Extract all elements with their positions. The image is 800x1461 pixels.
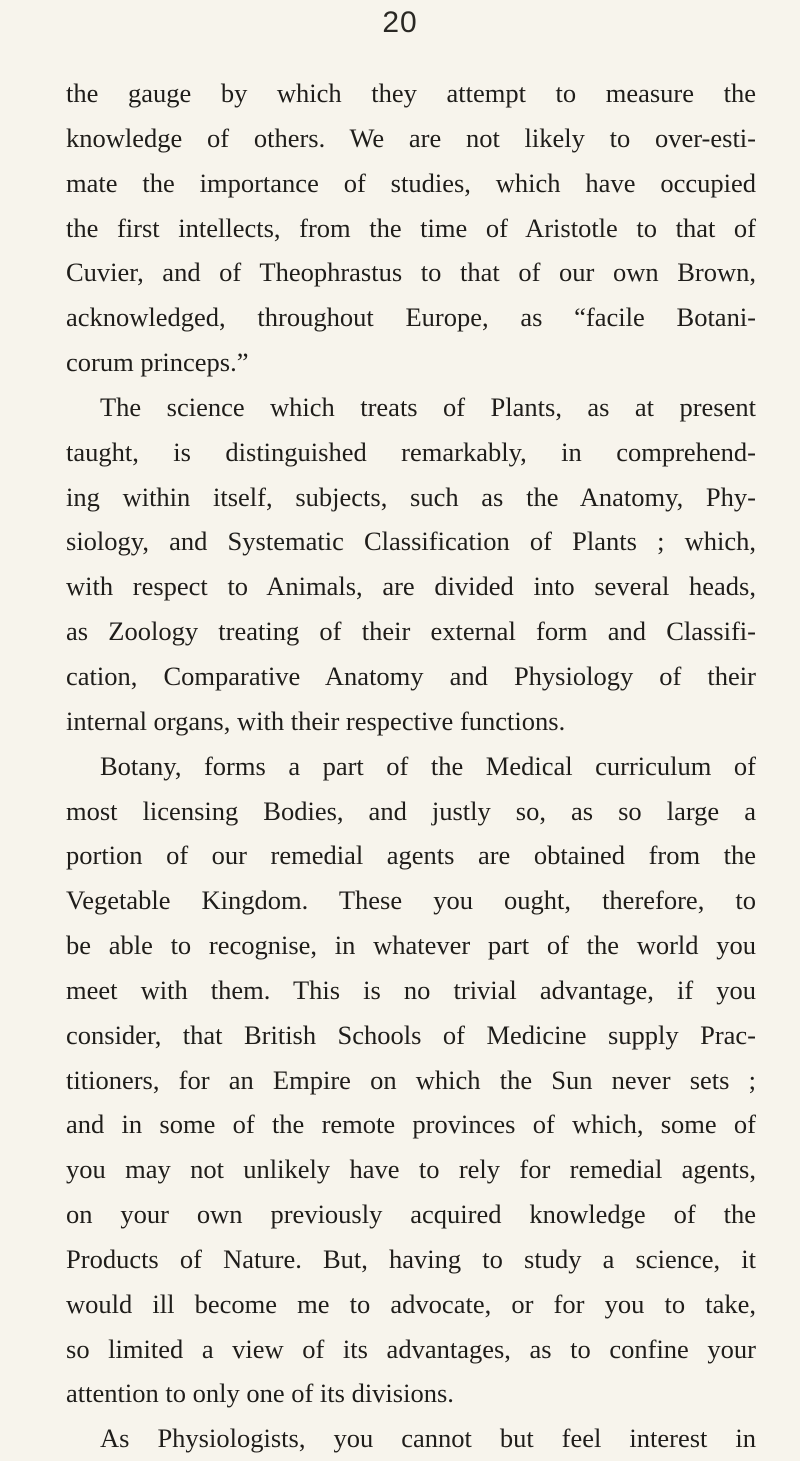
text-line: acknowledged, throughout Europe, as “facile Botani- xyxy=(66,302,756,333)
text-line: titioners, for an Empire on which the Sun never sets ; xyxy=(66,1064,756,1095)
text-line: as Zoology treating of their external form and Classifi- xyxy=(66,616,756,647)
text-line: you may not unlikely have to rely for remedial agents, xyxy=(66,1154,756,1185)
text-line: knowledge of others. We are not likely to over-esti- xyxy=(66,122,756,153)
text-line: siology, and Systematic Classification of Plants ; which, xyxy=(66,526,756,557)
text-line: portion of our remedial agents are obtained from the xyxy=(66,840,756,871)
text-line: the first intellects, from the time of Aristotle to that of xyxy=(66,212,756,243)
text-line: corum princeps.” xyxy=(66,347,249,378)
text-line: cation, Comparative Anatomy and Physiology of their xyxy=(66,660,756,691)
text-line: Botany, forms a part of the Medical curriculum of xyxy=(100,750,756,781)
text-line: taught, is distinguished remarkably, in comprehend- xyxy=(66,436,756,467)
text-line: Products of Nature. But, having to study a science, it xyxy=(66,1243,756,1274)
text-line: the gauge by which they attempt to measure the xyxy=(66,78,756,108)
body-text xyxy=(66,71,756,1461)
text-line: Vegetable Kingdom. These you ought, therefore, to xyxy=(66,885,756,916)
text-line: ing within itself, subjects, such as the Anatomy, Phy- xyxy=(66,481,756,512)
text-line: on your own previously acquired knowledge of the xyxy=(66,1199,756,1230)
text-line: and in some of the remote provinces of which, some of xyxy=(66,1109,756,1140)
text-line: attention to only one of its divisions. xyxy=(66,1378,454,1409)
text-line: most licensing Bodies, and justly so, as so large a xyxy=(66,795,756,826)
text-line: As Physiologists, you cannot but feel interest in xyxy=(100,1423,756,1454)
text-line: would ill become me to advocate, or for you to take, xyxy=(66,1288,756,1319)
page-number: 20 xyxy=(382,6,418,39)
text-line: so limited a view of its advantages, as to confine your xyxy=(66,1333,756,1364)
text-line: with respect to Animals, are divided into several heads, xyxy=(66,571,756,602)
text-line: The science which treats of Plants, as at present xyxy=(100,391,756,422)
text-line: consider, that British Schools of Medicine supply Prac- xyxy=(66,1019,756,1050)
text-line: meet with them. This is no trivial advantage, if you xyxy=(66,974,756,1005)
text-line: Cuvier, and of Theophrastus to that of our own Brown, xyxy=(66,257,756,288)
text-line: mate the importance of studies, which have occupied xyxy=(66,167,756,198)
text-line: internal organs, with their respective functions. xyxy=(66,705,566,736)
text-line: be able to recognise, in whatever part of the world you xyxy=(66,930,756,961)
